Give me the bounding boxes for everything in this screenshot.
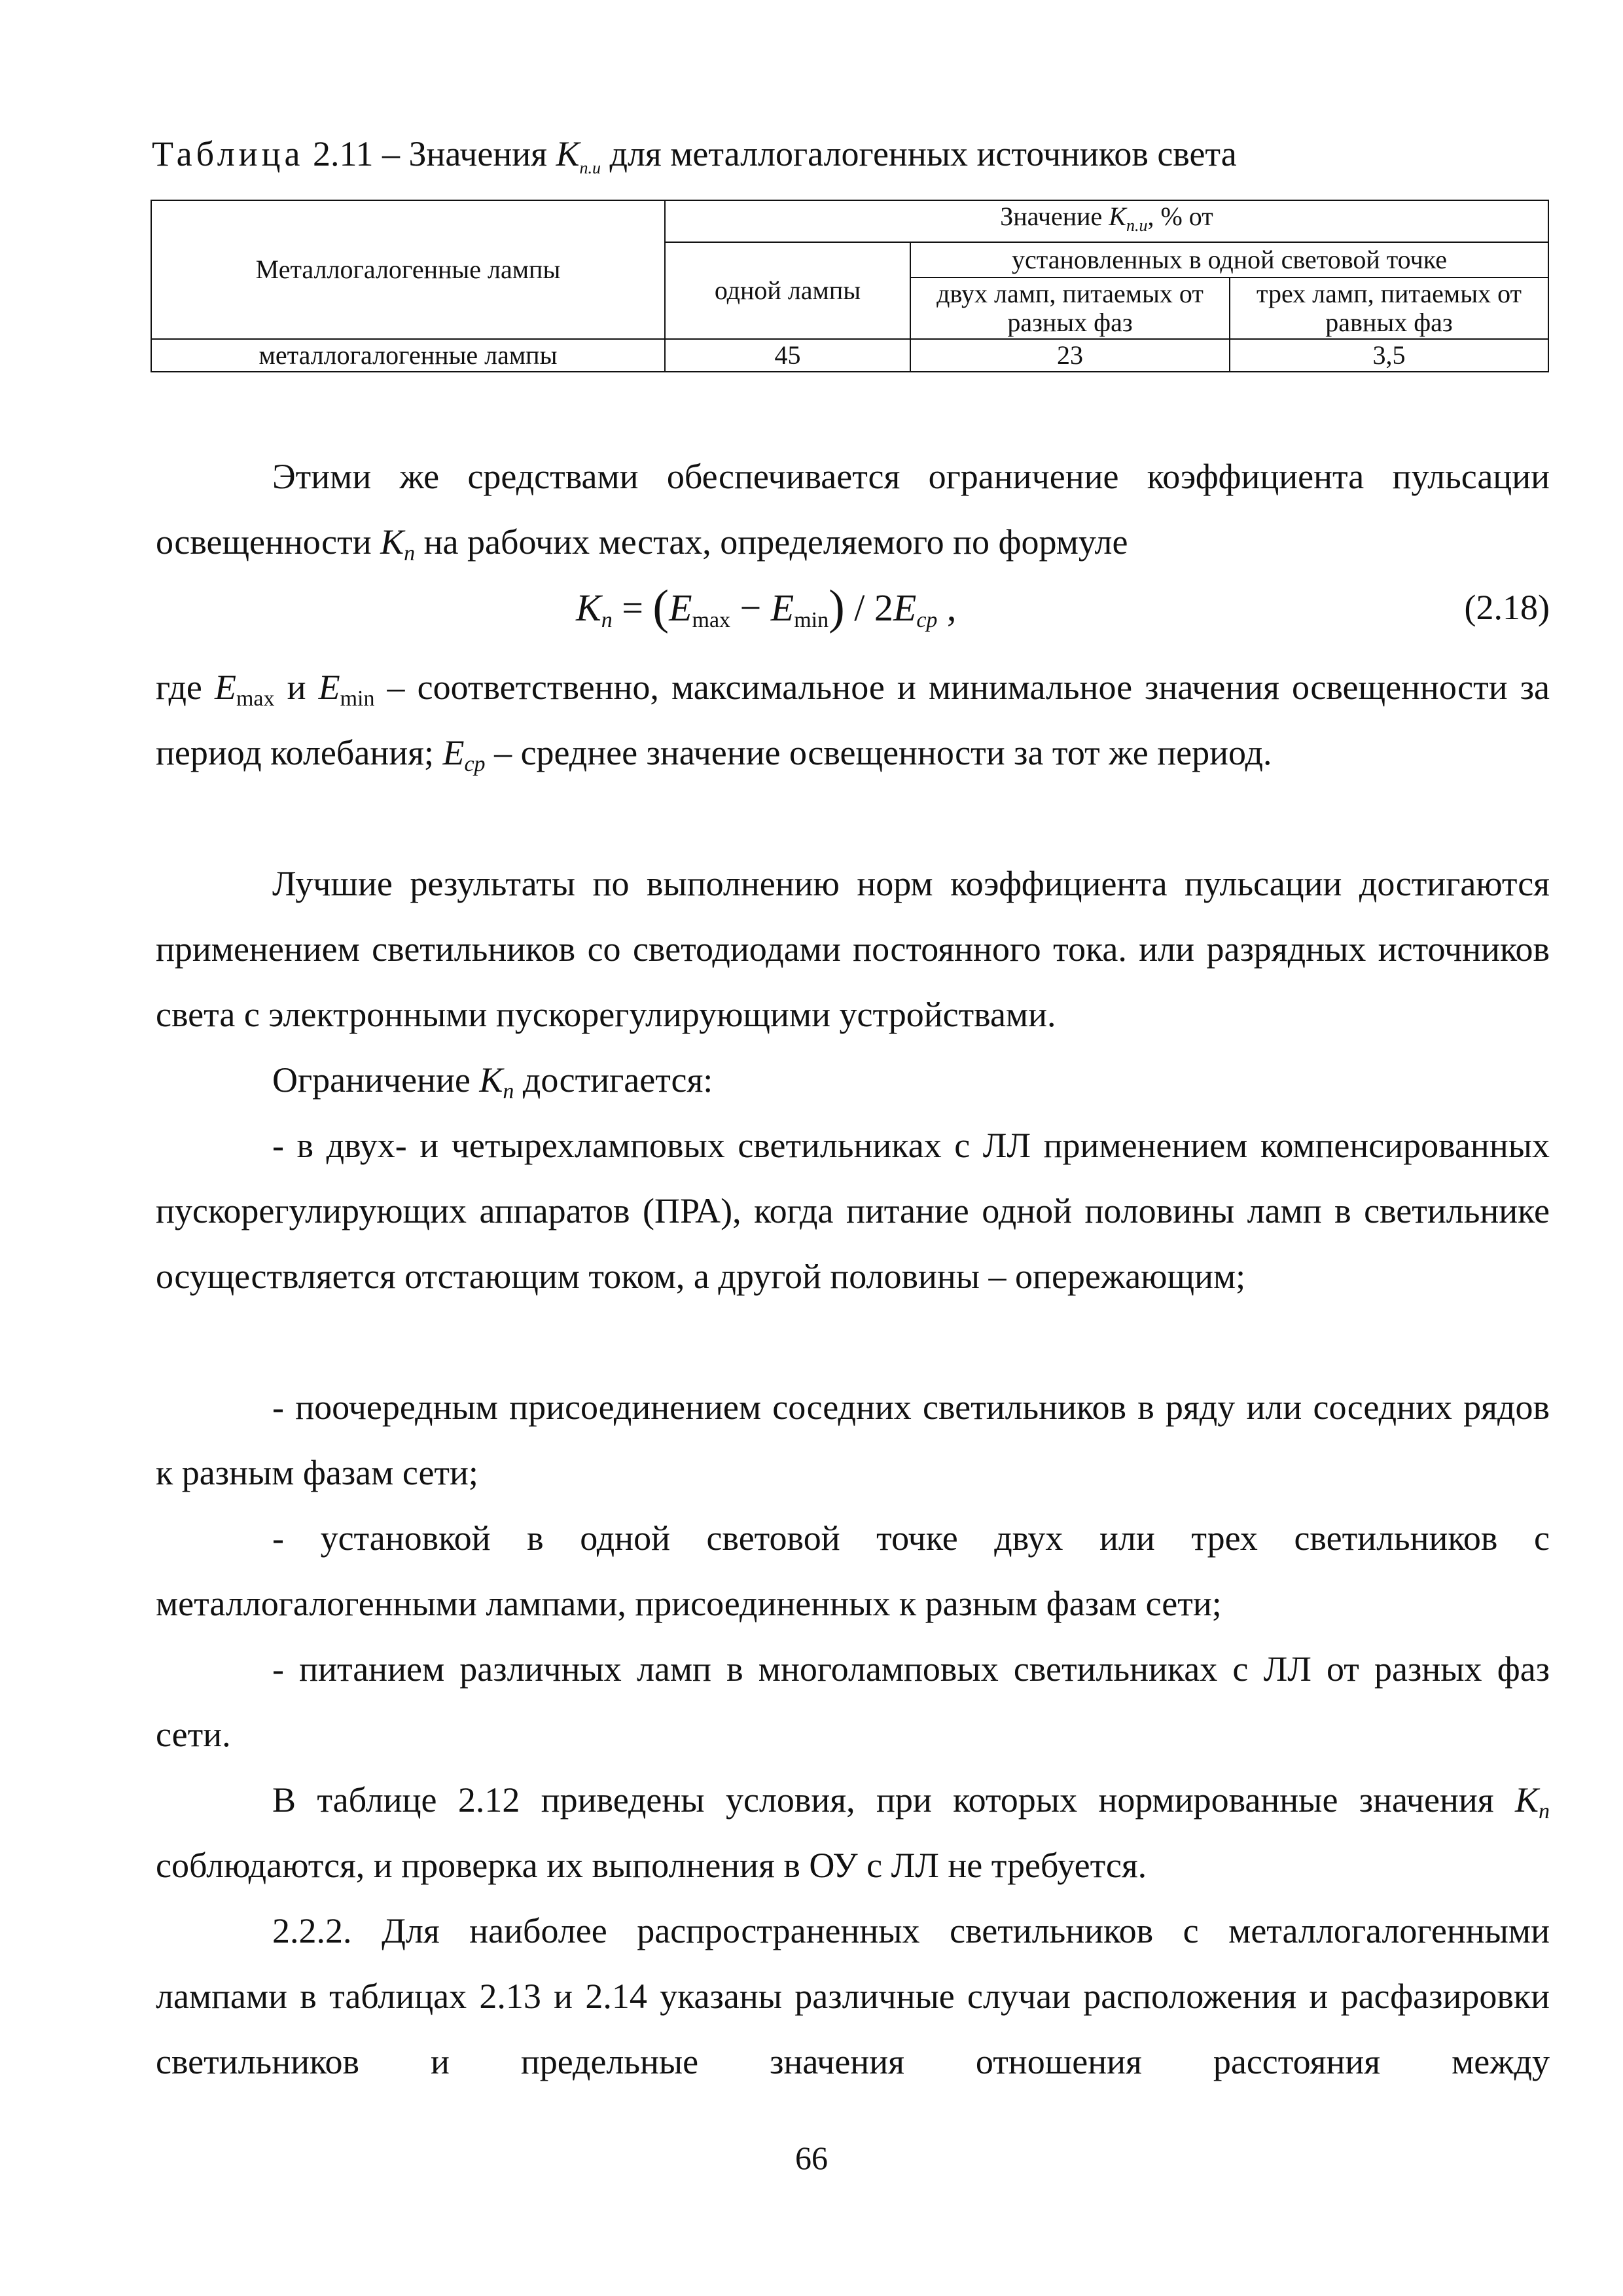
- list-item-2: - поочередным присоединением соседних светильников в ряду или соседних рядов к разным фазам сети;: [156, 1388, 1550, 1492]
- list-item-4: - питанием различных ламп в многоламповых светильниках с ЛЛ от разных фаз сети.: [156, 1649, 1550, 1754]
- cell-two: 23: [910, 339, 1230, 372]
- paragraph-2: где $E_{max}$ и $E_{min}$ – соответственно, максимальное и минимальное значения освещенности за период колебания; $E_{ср}$ – среднее значение освещенности за тот же период.: [156, 668, 1550, 776]
- paragraph-3: Лучшие результаты по выполнению норм коэффициента пульсации достигаются применением светильников со светодиодами постоянного тока. или разрядных источников света с электронными пускорегулирующими устройствами.: [156, 864, 1550, 1034]
- table-caption: [152, 131, 1237, 191]
- formula-number: (2.18): [1464, 588, 1550, 627]
- paragraph-4: Ограничение $K_п$ достигается:: [272, 1060, 713, 1103]
- header-one-point: установленных в одной световой точке: [910, 242, 1548, 278]
- table-2-11: [151, 200, 1549, 372]
- caption-text: 2.11 – Значения: [304, 134, 556, 173]
- header-lamps: Металлогалогенные лампы: [151, 200, 665, 339]
- caption-symbol: $K_{п.и}$: [556, 134, 601, 177]
- header-value: Значение $K_{п.и}$, % от: [665, 200, 1548, 242]
- page-number: 66: [795, 2140, 828, 2176]
- caption-label: Таблица: [152, 134, 304, 173]
- header-two-lamps: двух ламп, питаемых от разных фаз: [910, 278, 1230, 339]
- cell-lamps: металлогалогенные лампы: [151, 339, 665, 372]
- paragraph-6: 2.2.2. Для наиболее распространенных светильников с металлогалогенными лампами в таблицах 2.13 и 2.14 указаны различные случаи расположения и расфазировки светильников и предельные значения отношения расстояния между: [156, 1911, 1550, 2081]
- cell-one: 45: [665, 339, 910, 372]
- formula-2-18: $K_п = (E_{max} - E_{min}) / 2E_{ср}$ ,: [576, 581, 957, 634]
- cell-three: 3,5: [1230, 339, 1548, 372]
- caption-text-end: для металлогалогенных источников света: [601, 134, 1237, 173]
- table-row: [151, 339, 1548, 372]
- header-three-lamps: трех ламп, питаемых от равных фаз: [1230, 278, 1548, 339]
- list-item-1: - в двух- и четырехламповых светильниках с ЛЛ применением компенсированных пускорегулирующих аппаратов (ПРА), когда питание одной половины ламп в светильнике осуществляется отстающим током, а другой половины – опережающим;: [156, 1126, 1550, 1296]
- paragraph-5: В таблице 2.12 приведены условия, при которых нормированные значения $K_п$ соблюдаются, и проверка их выполнения в ОУ с ЛЛ не требуется.: [156, 1780, 1550, 1885]
- list-item-3: - установкой в одной световой точке двух или трех светильников с металлогалогенными лампами, присоединенных к разным фазам сети;: [156, 1518, 1550, 1623]
- header-one-lamp: одной лампы: [665, 242, 910, 339]
- paragraph-1: Этими же средствами обеспечивается ограничение коэффициента пульсации освещенности $K_п$ на рабочих местах, определяемого по формуле: [156, 457, 1550, 565]
